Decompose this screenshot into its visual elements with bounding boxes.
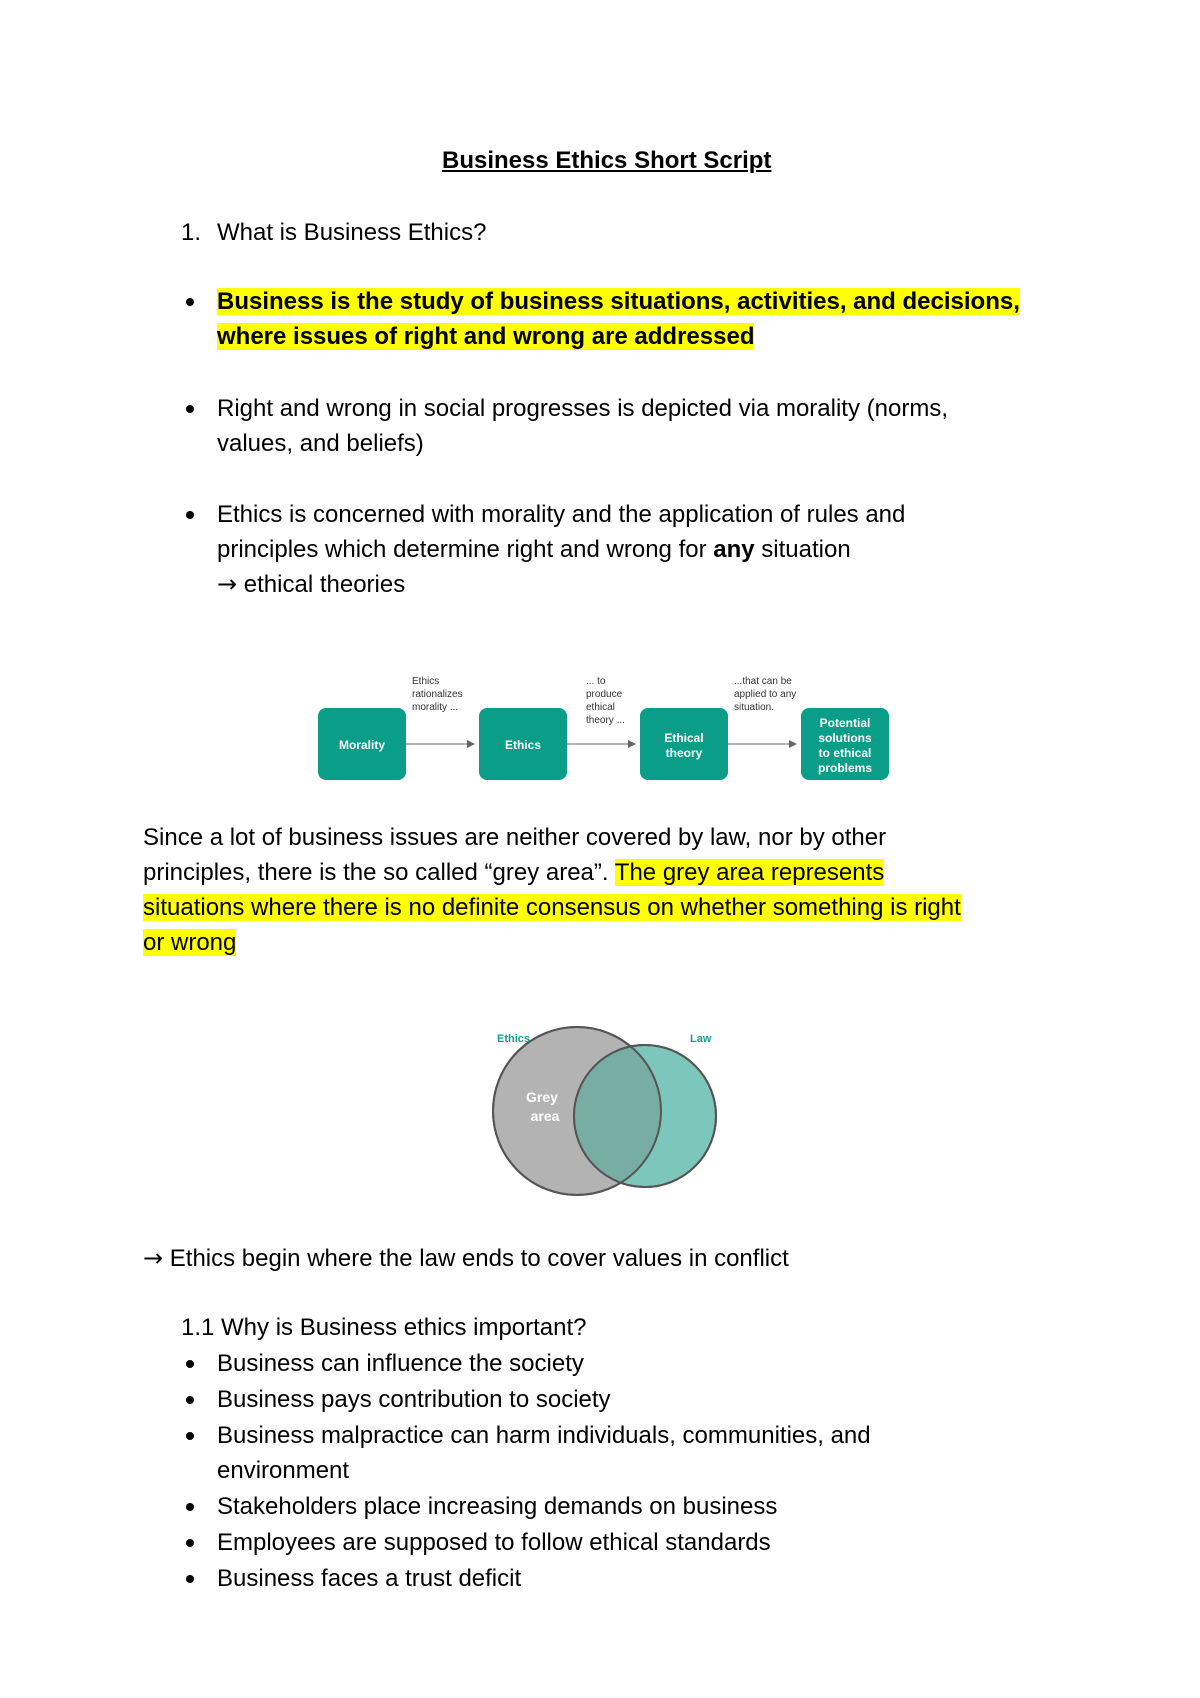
- section-number: 1.: [181, 219, 202, 246]
- flow-box-ethical-theory: [640, 708, 728, 780]
- paragraph-line: situations where there is no definite consensus on whether something is right: [143, 894, 961, 921]
- bullet-text-line: Business can influence the society: [217, 1350, 584, 1377]
- annotation-3: [734, 676, 796, 713]
- grey-area-label: area: [530, 1108, 560, 1124]
- bullet-marker: [186, 1396, 194, 1404]
- flow-box-label: Morality: [338, 738, 386, 752]
- conclusion-line: → Ethics begin where the law ends to cover values in conflict: [143, 1244, 789, 1272]
- ethics-flow-diagram: [318, 670, 898, 790]
- bullet-text-line: Employees are supposed to follow ethical standards: [217, 1529, 771, 1556]
- bullet-text-line: values, and beliefs): [217, 430, 424, 457]
- grey-area-label: Grey: [526, 1089, 558, 1105]
- annotation-line: theory ...: [586, 715, 625, 726]
- ethics-law-venn-diagram: [490, 1020, 730, 1200]
- paragraph-line: principles, there is the so called “grey area”. The grey area represents: [143, 859, 885, 886]
- ethics-label: Ethics: [497, 1033, 531, 1045]
- flow-box-label: solutions: [818, 731, 872, 745]
- annotation-line: produce: [586, 689, 623, 700]
- bullet-marker: [186, 1503, 194, 1511]
- law-label: Law: [690, 1033, 712, 1045]
- annotation-1: [412, 676, 463, 713]
- bullet-text-line: Business pays contribution to society: [217, 1386, 611, 1413]
- annotation-line: morality ...: [412, 702, 459, 713]
- annotation-line: Ethics: [412, 676, 440, 687]
- bullet-text-line: Business is the study of business situations, activities, and decisions,: [217, 288, 1020, 315]
- annotation-line: situation.: [734, 702, 775, 713]
- annotation-line: ethical: [586, 702, 615, 713]
- bullet-marker: [186, 1360, 194, 1368]
- flow-box-morality: [318, 708, 406, 780]
- bullet-text-line: Business faces a trust deficit: [217, 1565, 522, 1592]
- flow-box-label: to ethical: [818, 746, 872, 760]
- bullet-marker: [186, 1432, 194, 1440]
- arrow-right-icon: →: [217, 570, 238, 598]
- bullet-text-line: Right and wrong in social progresses is depicted via morality (norms,: [217, 395, 948, 422]
- arrow-right-icon: →: [143, 1244, 164, 1272]
- page-title: Business Ethics Short Script: [442, 147, 772, 174]
- flow-box-label: Ethical: [664, 731, 704, 745]
- annotation-2: [586, 676, 625, 726]
- bullet-text-line: Ethics is concerned with morality and the application of rules and: [217, 501, 906, 528]
- bullet-text-line: Stakeholders place increasing demands on business: [217, 1493, 778, 1520]
- bullet-marker: [186, 405, 194, 413]
- bullet-text-line: → ethical theories: [217, 570, 406, 598]
- bullet-marker: [186, 511, 194, 519]
- flow-box-label: Potential: [819, 716, 871, 730]
- bullet-marker: [186, 1539, 194, 1547]
- bullet-text-line: where issues of right and wrong are addressed: [217, 323, 755, 350]
- bullet-text-line: Business malpractice can harm individuals, communities, and: [217, 1422, 871, 1449]
- bullet-marker: [186, 298, 194, 306]
- subsection-heading: 1.1 Why is Business ethics important?: [181, 1314, 587, 1341]
- bullet-text-line: principles which determine right and wrong for any situation: [217, 536, 851, 563]
- paragraph-line: Since a lot of business issues are neither covered by law, nor by other: [143, 824, 887, 851]
- annotation-line: ...that can be: [734, 676, 792, 687]
- paragraph-line: or wrong: [143, 929, 237, 956]
- annotation-line: ... to: [586, 676, 606, 687]
- flow-box-ethics: [479, 708, 567, 780]
- bullet-text-line: environment: [217, 1457, 350, 1484]
- annotation-line: rationalizes: [412, 689, 463, 700]
- flow-box-label: theory: [665, 746, 703, 760]
- section-heading: What is Business Ethics?: [217, 219, 487, 246]
- bullet-marker: [186, 1575, 194, 1583]
- flow-box-potential-solutions: [801, 708, 889, 780]
- flow-box-label: problems: [817, 761, 873, 775]
- flow-box-label: Ethics: [504, 738, 542, 752]
- annotation-line: applied to any: [734, 689, 797, 700]
